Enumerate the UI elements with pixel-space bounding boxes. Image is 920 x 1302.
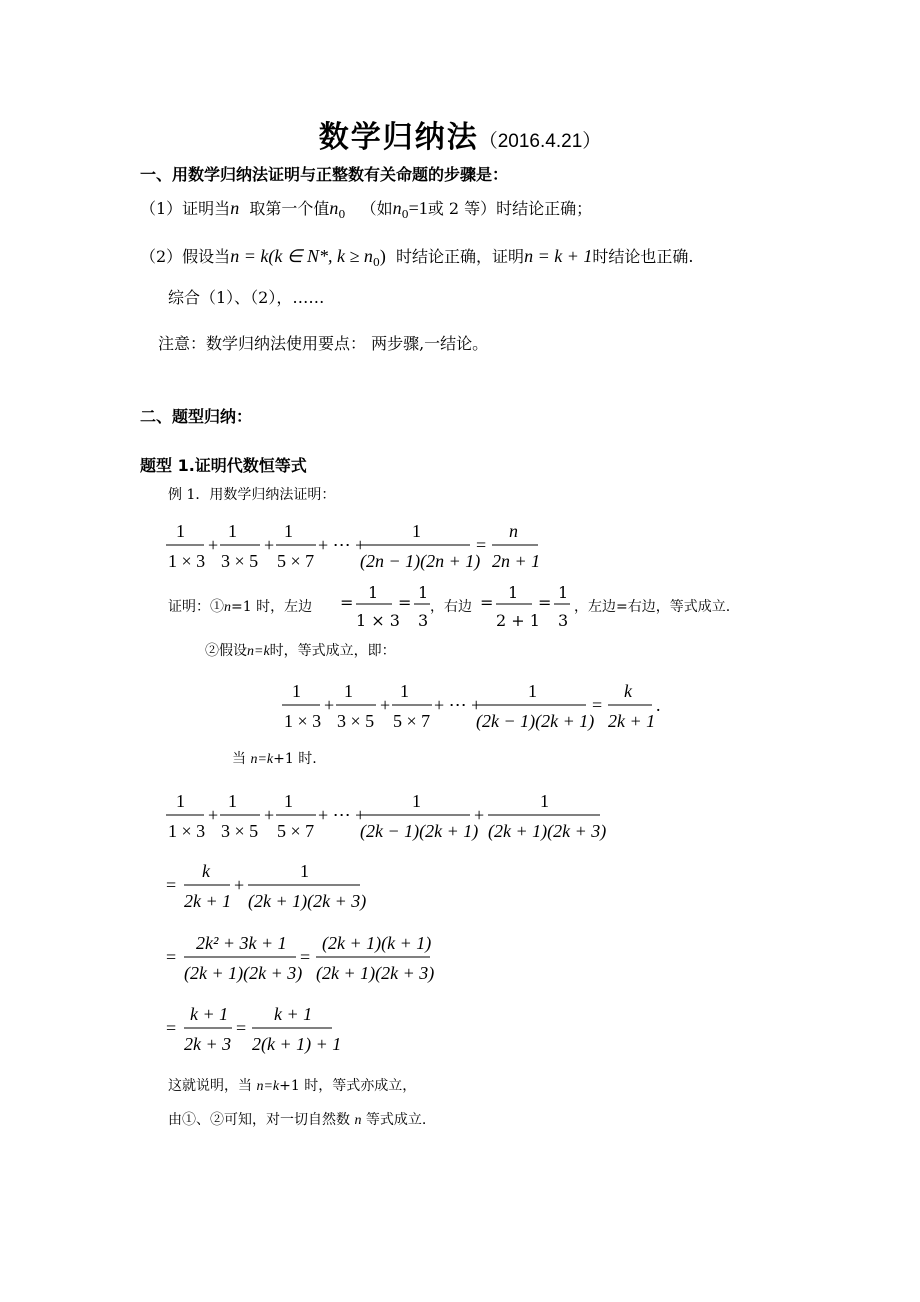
formula-step-c bbox=[166, 927, 466, 991]
f1-num-c: 1 bbox=[284, 521, 293, 541]
formula-statement bbox=[166, 515, 566, 579]
f5-num-a: 2k² + 3k + 1 bbox=[196, 933, 287, 953]
f3-den-b: 3 × 5 bbox=[221, 821, 259, 841]
assume-line bbox=[205, 640, 396, 660]
f2-eq: = bbox=[592, 695, 603, 715]
when-prefix: 当 bbox=[232, 751, 246, 767]
step1-n0b-sub: 0 bbox=[401, 208, 409, 222]
step2-mid: 时结论正确，证明 bbox=[396, 247, 525, 266]
ps1r-den-a: 2 + 1 bbox=[496, 611, 540, 630]
proof-eq1: =1 时，左边 bbox=[231, 599, 313, 615]
step1-line bbox=[140, 196, 592, 221]
f2-den-a: 1 × 3 bbox=[284, 711, 322, 731]
assume-nk: n=k bbox=[247, 644, 270, 659]
title-date: （2016.4.21） bbox=[478, 131, 602, 152]
formula-hypothesis bbox=[282, 675, 682, 739]
f3-den-d: (2k − 1)(2k + 1) bbox=[360, 821, 479, 841]
f1-plus-b: + bbox=[264, 535, 275, 555]
f2-dots: + ⋯ + bbox=[434, 695, 482, 715]
f1-den-c: 5 × 7 bbox=[277, 551, 315, 571]
f3-plus-b: + bbox=[264, 805, 275, 825]
f2-plus-b: + bbox=[380, 695, 391, 715]
step1-paren: （如 bbox=[360, 199, 393, 218]
note-line: 注意：数学归纳法使用要点： 两步骤,一结论。 bbox=[158, 334, 489, 353]
f3-num-b: 1 bbox=[228, 791, 237, 811]
f2-den-c: 5 × 7 bbox=[393, 711, 431, 731]
conclusion-line bbox=[168, 1109, 426, 1129]
f2-plus-a: + bbox=[324, 695, 335, 715]
f6-den-b: 2(k + 1) + 1 bbox=[252, 1034, 342, 1054]
f2-num-c: 1 bbox=[400, 681, 409, 701]
f5-den-a: (2k + 1)(2k + 3) bbox=[184, 963, 303, 983]
f3-den-e: (2k + 1)(2k + 3) bbox=[488, 821, 607, 841]
f2-den-d: (2k − 1)(2k + 1) bbox=[476, 711, 595, 731]
f5-den-b: (2k + 1)(2k + 3) bbox=[316, 963, 435, 983]
ps1r-eq-a: = bbox=[480, 593, 494, 612]
ps1r-num-b: 1 bbox=[558, 583, 569, 602]
f4-plus: + bbox=[234, 875, 245, 895]
step1-eq-one: =1 bbox=[408, 198, 428, 218]
example1-line: 例 1．用数学归纳法证明： bbox=[168, 487, 336, 503]
f5-num-b: (2k + 1)(k + 1) bbox=[322, 933, 432, 953]
when-nk: n=k bbox=[250, 752, 274, 767]
ps1-den-b: 3 bbox=[418, 611, 429, 630]
section2-heading: 二、题型归纳： bbox=[140, 407, 253, 426]
ps1-num-a: 1 bbox=[368, 583, 379, 602]
explain-suffix: +1 时，等式亦成立， bbox=[279, 1078, 417, 1094]
f1-eq: = bbox=[476, 535, 487, 555]
f4-den-b: (2k + 1)(2k + 3) bbox=[248, 891, 367, 911]
f6-den-a: 2k + 3 bbox=[184, 1034, 232, 1054]
step1-or-two: 或 2 等）时结论正确； bbox=[427, 199, 593, 218]
explain-prefix: 这就说明，当 bbox=[168, 1078, 252, 1094]
step1-var-n: n bbox=[230, 198, 240, 218]
when-suffix: +1 时. bbox=[273, 751, 317, 767]
f1-den-a: 1 × 3 bbox=[168, 551, 206, 571]
f3-num-d: 1 bbox=[412, 791, 421, 811]
f2-num-a: 1 bbox=[292, 681, 301, 701]
ps1r-num-a: 1 bbox=[508, 583, 519, 602]
f1-rhs-num: n bbox=[509, 521, 518, 541]
section1-heading: 一、用数学归纳法证明与正整数有关命题的步骤是： bbox=[140, 165, 509, 184]
f3-plus-a: + bbox=[208, 805, 219, 825]
f3-num-c: 1 bbox=[284, 791, 293, 811]
step1-n0: n bbox=[329, 198, 339, 218]
f6-num-a: k + 1 bbox=[190, 1004, 229, 1024]
step2-line bbox=[140, 244, 693, 269]
f6-eq-a: = bbox=[166, 1018, 177, 1038]
ps1r-eq-b: = bbox=[538, 593, 552, 612]
step1-n0-sub: 0 bbox=[338, 208, 346, 222]
ps1r-den-b: 3 bbox=[558, 611, 569, 630]
f3-num-a: 1 bbox=[176, 791, 185, 811]
ps1-eq-b: = bbox=[398, 593, 412, 612]
step1-n0b: n bbox=[392, 198, 402, 218]
step1-prefix: （1）证明当 bbox=[140, 199, 231, 218]
f1-num-b: 1 bbox=[228, 521, 237, 541]
when-line bbox=[232, 748, 317, 768]
f2-num-d: 1 bbox=[528, 681, 537, 701]
proof-step1 bbox=[168, 583, 888, 640]
step2-prefix: （2）假设当 bbox=[140, 247, 231, 266]
f2-den-b: 3 × 5 bbox=[337, 711, 375, 731]
f1-dots: + ⋯ + bbox=[318, 535, 366, 555]
f1-num-a: 1 bbox=[176, 521, 185, 541]
ps1-eq-a: = bbox=[340, 593, 354, 612]
type1-heading: 题型 1.证明代数恒等式 bbox=[140, 456, 307, 475]
f3-den-c: 5 × 7 bbox=[277, 821, 315, 841]
f2-rhs-num: k bbox=[624, 681, 632, 701]
f1-plus-a: + bbox=[208, 535, 219, 555]
formula-step-a bbox=[166, 785, 626, 849]
f1-den-b: 3 × 5 bbox=[221, 551, 259, 571]
explain-line bbox=[168, 1075, 416, 1095]
f4-den-a: 2k + 1 bbox=[184, 891, 232, 911]
formula-step-d bbox=[166, 998, 386, 1062]
assume-suffix: 时，等式成立，即： bbox=[269, 643, 396, 659]
assume-prefix: ②假设 bbox=[205, 643, 247, 659]
ps1-num-b: 1 bbox=[418, 583, 429, 602]
proof-right-label: ，右边 bbox=[430, 599, 472, 615]
f6-eq-b: = bbox=[236, 1018, 247, 1038]
title-main: 数学归纳法 bbox=[318, 120, 479, 155]
proof-prefix: 证明：① bbox=[168, 599, 224, 615]
step2-n-eq: n = k + 1 bbox=[524, 246, 593, 266]
explain-nk: n=k bbox=[256, 1079, 280, 1094]
conclusion-n: n bbox=[354, 1113, 362, 1128]
conclusion-suffix: 等式成立. bbox=[365, 1112, 427, 1128]
proof-end: ，左边=右边，等式成立. bbox=[574, 599, 731, 615]
combine-line: 综合（1）、（2），…… bbox=[168, 288, 325, 307]
proof-n: n bbox=[224, 600, 231, 615]
conclusion-prefix: 由①、②可知，对一切自然数 bbox=[168, 1112, 350, 1128]
f5-eq-b: = bbox=[300, 947, 311, 967]
f3-den-a: 1 × 3 bbox=[168, 821, 206, 841]
f4-num-a: k bbox=[202, 861, 210, 881]
f3-plus-e: + bbox=[474, 805, 485, 825]
f2-dot: . bbox=[656, 695, 661, 715]
ps1-den-a: 1 × 3 bbox=[356, 611, 400, 630]
f2-num-b: 1 bbox=[344, 681, 353, 701]
f3-num-e: 1 bbox=[540, 791, 549, 811]
step1-mid: 取第一个值 bbox=[249, 199, 330, 218]
f3-dots: + ⋯ + bbox=[318, 805, 366, 825]
f4-num-b: 1 bbox=[300, 861, 309, 881]
f5-eq-a: = bbox=[166, 947, 177, 967]
step2-suffix: 时结论也正确. bbox=[592, 247, 694, 266]
f2-rhs-den: 2k + 1 bbox=[608, 711, 656, 731]
page-title bbox=[0, 112, 920, 156]
f4-eq: = bbox=[166, 875, 177, 895]
f6-num-b: k + 1 bbox=[274, 1004, 313, 1024]
formula-step-b bbox=[166, 855, 406, 919]
f1-num-d: 1 bbox=[412, 521, 421, 541]
step2-cond: n = k(k ∈ N*, k ≥ n bbox=[230, 246, 373, 266]
f1-den-d: (2n − 1)(2n + 1) bbox=[360, 551, 481, 571]
f1-rhs-den: 2n + 1 bbox=[492, 551, 541, 571]
step2-cond-close: ) bbox=[379, 246, 386, 266]
step2-cond-sub: 0 bbox=[372, 256, 380, 270]
